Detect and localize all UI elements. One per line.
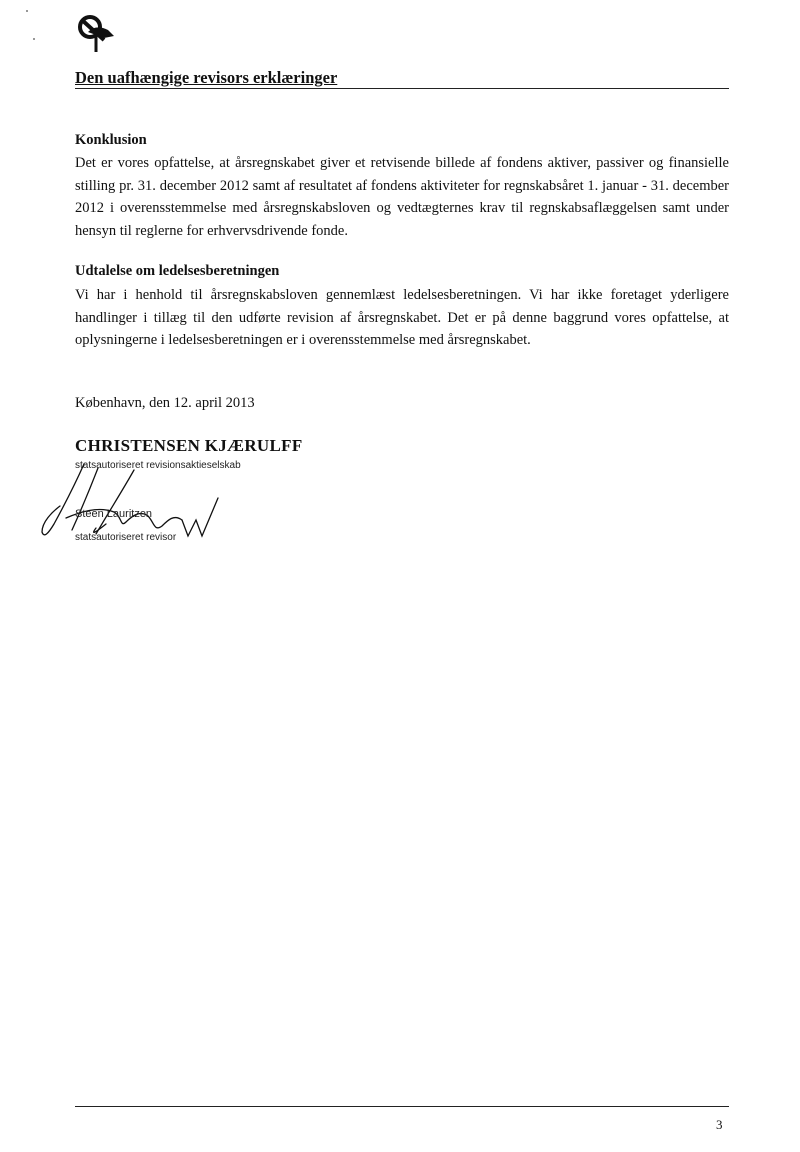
document-title: Den uafhængige revisors erklæringer xyxy=(75,68,338,87)
signer-title: statsautoriseret revisor xyxy=(75,532,177,543)
signer-name: Steen Lauritzen xyxy=(75,508,153,520)
scan-speck xyxy=(26,10,28,12)
header-divider xyxy=(75,88,729,89)
audit-firm-name: CHRISTENSEN KJÆRULFF xyxy=(75,436,303,455)
page-number: 3 xyxy=(716,1117,723,1132)
place-date: København, den 12. april 2013 xyxy=(75,395,255,411)
footer-divider xyxy=(75,1106,729,1107)
audit-firm-type: statsautoriseret revisionsaktieselskab xyxy=(75,460,241,471)
scan-speck xyxy=(33,38,35,40)
section-heading-ledelsesberetning: Udtalelse om ledelsesberetningen xyxy=(75,263,280,279)
firm-logo-icon xyxy=(74,12,120,54)
section-heading-konklusion: Konklusion xyxy=(75,132,147,148)
section-body-ledelsesberetning: Vi har i henhold til årsregnskabsloven gennemlæst ledelsesberetningen. Vi har ikke foretaget yderligere handlinger i tillæg til den udførte revision af årsregnskabet. Det er på denne baggrund vores opfattelse, at oplysningerne i ledelsesberetningen er i overensstemmelse med årsregnskabet. xyxy=(75,287,729,348)
section-body-konklusion: Det er vores opfattelse, at årsregnskabet giver et retvisende billede af fondens aktiver, passiver og finansielle stilling pr. 31. december 2012 samt af resultatet af fondens aktiviteter for regnskabsåret 1. januar - 31. december 2012 i overensstemmelse med årsregnskabsloven og vedtægternes krav til regnskabsaflæggelsen samt under hensyn til reglerne for erhvervsdrivende fonde. xyxy=(75,155,729,239)
